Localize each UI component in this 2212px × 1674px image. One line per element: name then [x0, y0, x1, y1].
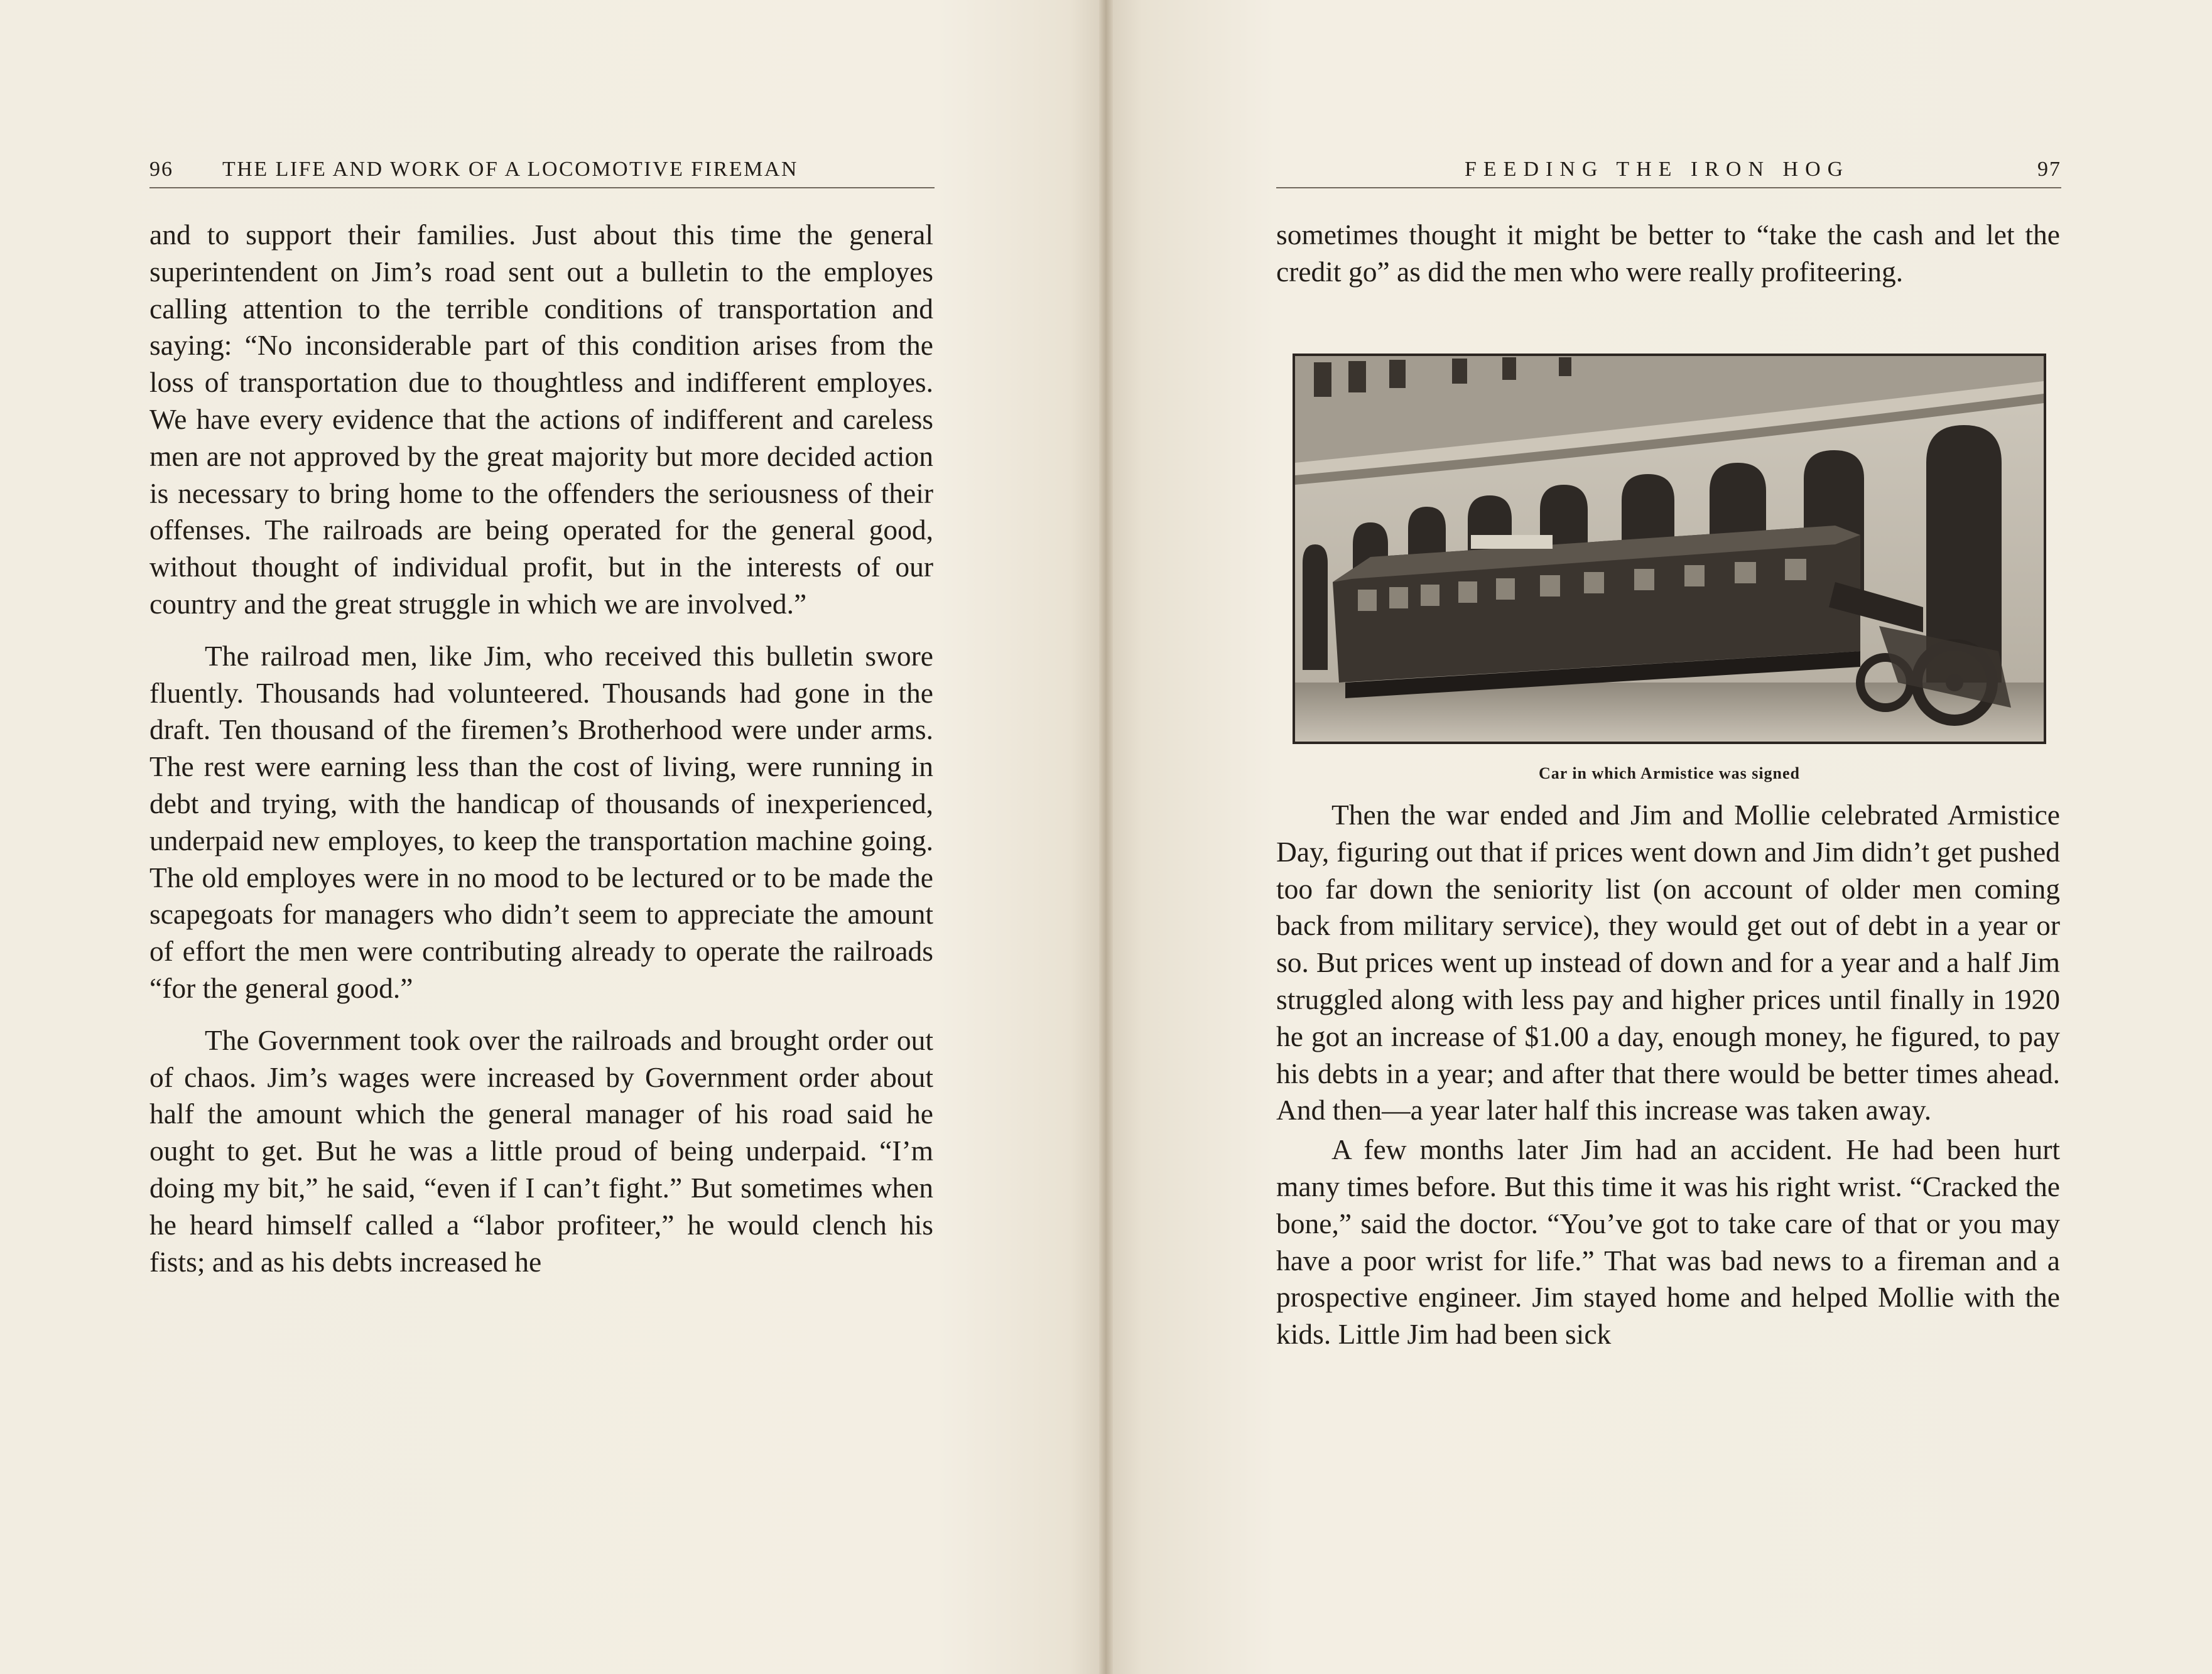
- armistice-car-photograph: [1293, 354, 2046, 744]
- left-running-title: THE LIFE AND WORK OF A LOCOMOTIVE FIREMAN: [222, 158, 798, 181]
- left-paragraph-1: and to support their families. Just about this time the general superintendent on Jim’s road sent out a bulletin to the employes calling attention to the terrible conditions of transportation and saying: “No inconsiderable part of this condition arises from the loss of transportation due to thoughtless and indifferent employes. We have every evidence that the actions of indifferent and careless men are not approved by the great majority but more decided action is necessary to bring home to the offenders the seriousness of their offenses. The railroads are being operated for the general good, without thought of individual profit, but in the interests of our country and the great struggle in which we are involved.”: [149, 219, 933, 620]
- right-running-head: [1276, 156, 2061, 188]
- right-paragraph-1: Then the war ended and Jim and Mollie celebrated Armistice Day, figuring out that if prices went down and Jim didn’t get pushed too far down the seniority list (on account of older men coming back from military service), they would get out of debt in a year or so. But prices went up instead of down and for a year and a half Jim struggled along with less pay and higher prices until finally in 1920 he got an increase of $1.00 a day, enough money, he figured, to pay his debts in a year; and after that there would be better times ahead. And then—a year later half this increase was taken away.: [1276, 799, 2060, 1126]
- left-page-number: 96: [149, 158, 173, 181]
- right-paragraph-continued: sometimes thought it might be better to “take the cash and let the credit go” as did the men who were really profiteering.: [1276, 219, 2060, 288]
- left-running-head: [149, 156, 935, 188]
- figure-caption: Car in which Armistice was signed: [1538, 764, 1801, 782]
- photograph-image: [1295, 356, 2044, 742]
- right-paragraph-2: A few months later Jim had an accident. He had been hurt many times before. But this time it was his right wrist. “Cracked the bone,” said the doctor. “You’ve got to take care of that or you may have a poor wrist for life.” That was bad news to a fireman and a prospective engineer. Jim stayed home and helped Mollie with the kids. Little Jim had been sick: [1276, 1133, 2060, 1351]
- right-text-bottom: [1276, 797, 2060, 1353]
- right-running-title: FEEDING THE IRON HOG: [1465, 158, 1850, 181]
- left-paragraph-2: The railroad men, like Jim, who received this bulletin swore fluently. Thousands had volunteered. Thousands had gone in the draft. Ten thousand of the firemen’s Brotherhood were under arms. The rest were earning less than the cost of living, were running in debt and trying, with the handicap of thousands of inexperienced, underpaid new employes, to keep the transportation machine going. The old employes were in no mood to be lectured or to be made the scapegoats for managers who didn’t seem to appreciate the amount of effort the men were contributing already to operate the railroads “for the general good.”: [149, 639, 933, 1004]
- right-page-number: 97: [2037, 158, 2061, 181]
- book-gutter: [1099, 0, 1113, 1674]
- left-paragraph-3: The Government took over the railroads and brought order out of chaos. Jim’s wages were increased by Government order about half the amount which the general manager of his road said he ought to get. But he was a little proud of being underpaid. “I’m doing my bit,” he said, “even if I can’t fight.” But sometimes when he heard himself called a “labor profiteer,” he would clench his fists; and as his debts increased he: [149, 1023, 933, 1278]
- left-text-column: [149, 217, 933, 1280]
- right-text-top: [1276, 217, 2060, 291]
